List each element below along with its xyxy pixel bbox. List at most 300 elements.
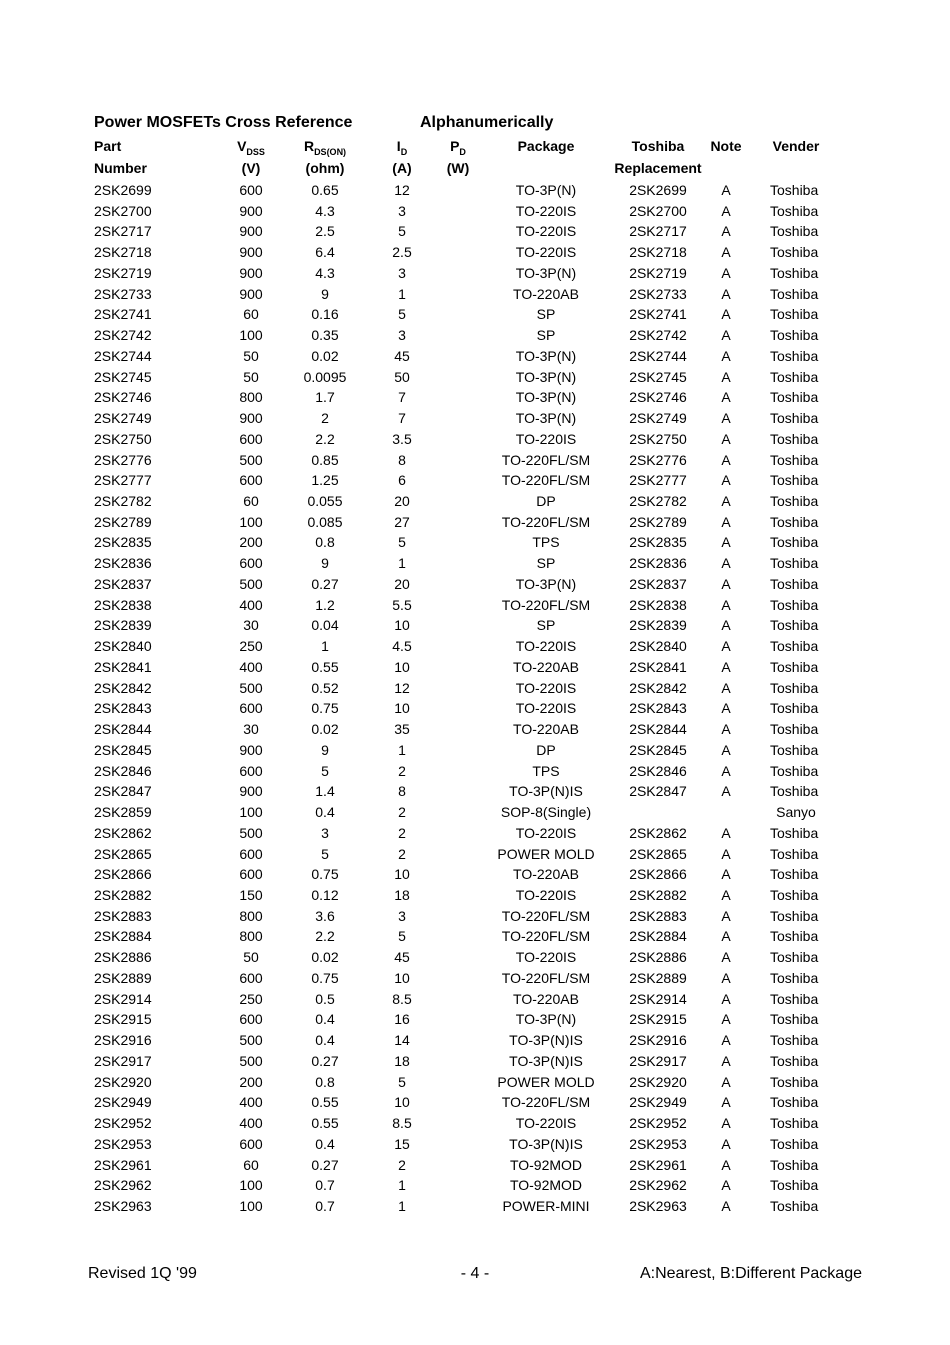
cell-package: TO-220IS xyxy=(515,430,577,447)
cell-toshiba-replacement: 2SK2733 xyxy=(629,285,687,302)
cell-part-number: 2SK2884 xyxy=(94,928,152,945)
cell-vdss: 600 xyxy=(239,762,263,779)
cell-toshiba-replacement: 2SK2835 xyxy=(629,534,687,551)
cell-note: A xyxy=(721,969,731,986)
table-row xyxy=(0,367,950,388)
cell-toshiba-replacement: 2SK2915 xyxy=(629,1011,687,1028)
cell-package: POWER MOLD xyxy=(497,845,595,862)
cell-part-number: 2SK2889 xyxy=(94,969,152,986)
cell-id: 5 xyxy=(398,928,406,945)
cell-vender: Toshiba xyxy=(770,1032,819,1049)
cell-part-number: 2SK2782 xyxy=(94,493,152,510)
cell-part-number: 2SK2862 xyxy=(94,824,152,841)
cell-note: A xyxy=(721,347,731,364)
cell-id: 16 xyxy=(394,1011,410,1028)
cell-id: 4.5 xyxy=(392,638,412,655)
table-row xyxy=(0,595,950,616)
cell-vdss: 500 xyxy=(239,824,263,841)
cell-vdss: 200 xyxy=(239,534,263,551)
cell-rds-on: 0.55 xyxy=(311,658,339,675)
cell-rds-on: 0.27 xyxy=(311,1052,339,1069)
cell-part-number: 2SK2844 xyxy=(94,721,152,738)
cell-toshiba-replacement: 2SK2789 xyxy=(629,513,687,530)
cell-vender: Toshiba xyxy=(770,1115,819,1132)
cell-part-number: 2SK2719 xyxy=(94,264,152,281)
cell-part-number: 2SK2749 xyxy=(94,410,152,427)
cell-vender: Toshiba xyxy=(770,679,819,696)
cell-part-number: 2SK2920 xyxy=(94,1073,152,1090)
cell-rds-on: 0.4 xyxy=(315,1135,335,1152)
cell-rds-on: 1.4 xyxy=(315,783,335,800)
table-row xyxy=(0,1175,950,1196)
page-title: Power MOSFETs Cross Reference xyxy=(94,114,353,131)
cell-part-number: 2SK2865 xyxy=(94,845,152,862)
cell-toshiba-replacement: 2SK2845 xyxy=(629,741,687,758)
cell-toshiba-replacement: 2SK2839 xyxy=(629,617,687,634)
table-row xyxy=(0,1134,950,1155)
table-row xyxy=(0,989,950,1010)
cell-vender: Toshiba xyxy=(770,721,819,738)
cell-toshiba-replacement: 2SK2776 xyxy=(629,451,687,468)
table-row xyxy=(0,221,950,242)
cell-toshiba-replacement: 2SK2883 xyxy=(629,907,687,924)
cell-vdss: 600 xyxy=(239,555,263,572)
cell-vender: Toshiba xyxy=(770,306,819,323)
cell-note: A xyxy=(721,596,731,613)
cell-rds-on: 0.35 xyxy=(311,327,339,344)
cell-id: 18 xyxy=(394,1052,410,1069)
cell-rds-on: 0.55 xyxy=(311,1115,339,1132)
cell-part-number: 2SK2915 xyxy=(94,1011,152,1028)
cell-toshiba-replacement: 2SK2700 xyxy=(629,202,687,219)
cell-rds-on: 0.5 xyxy=(315,990,335,1007)
cell-id: 2 xyxy=(398,845,406,862)
cell-note: A xyxy=(721,824,731,841)
cell-package: TO-3P(N)IS xyxy=(509,1135,583,1152)
cell-note: A xyxy=(721,327,731,344)
cell-package: TO-220IS xyxy=(515,886,577,903)
cell-note: A xyxy=(721,534,731,551)
cell-rds-on: 0.75 xyxy=(311,700,339,717)
cell-package: SP xyxy=(536,327,556,344)
cell-toshiba-replacement: 2SK2745 xyxy=(629,368,687,385)
cell-toshiba-replacement: 2SK2914 xyxy=(629,990,687,1007)
cell-rds-on: 3.6 xyxy=(315,907,335,924)
cell-note: A xyxy=(721,1177,731,1194)
cell-id: 2 xyxy=(398,824,406,841)
cell-package: TO-220AB xyxy=(513,285,579,302)
table-row xyxy=(0,802,950,823)
cell-note: A xyxy=(721,493,731,510)
cell-rds-on: 0.85 xyxy=(311,451,339,468)
cell-part-number: 2SK2717 xyxy=(94,223,152,240)
cell-toshiba-replacement: 2SK2882 xyxy=(629,886,687,903)
cell-vender: Toshiba xyxy=(770,389,819,406)
cell-toshiba-replacement: 2SK2865 xyxy=(629,845,687,862)
table-row xyxy=(0,1196,950,1217)
cell-vdss: 900 xyxy=(239,202,263,219)
cell-note: A xyxy=(721,617,731,634)
cell-id: 1 xyxy=(398,285,406,302)
table-row xyxy=(0,387,950,408)
cell-rds-on: 0.4 xyxy=(315,1032,335,1049)
sort-order-label: Alphanumerically xyxy=(420,114,554,131)
cell-note: A xyxy=(721,741,731,758)
cell-toshiba-replacement: 2SK2953 xyxy=(629,1135,687,1152)
cell-rds-on: 0.7 xyxy=(315,1197,335,1214)
cell-id: 8 xyxy=(398,451,406,468)
table-row xyxy=(0,1009,950,1030)
cell-id: 2 xyxy=(398,762,406,779)
cell-part-number: 2SK2837 xyxy=(94,575,152,592)
cell-part-number: 2SK2776 xyxy=(94,451,152,468)
cell-part-number: 2SK2847 xyxy=(94,783,152,800)
cell-vdss: 600 xyxy=(239,182,263,198)
cell-toshiba-replacement: 2SK2866 xyxy=(629,866,687,883)
cell-package: TPS xyxy=(532,762,560,779)
cell-vender: Toshiba xyxy=(770,244,819,261)
cell-vdss: 60 xyxy=(243,306,259,323)
cell-id: 5 xyxy=(398,223,406,240)
cell-note: A xyxy=(721,182,731,198)
cell-part-number: 2SK2699 xyxy=(94,182,152,198)
header-pd-unit: (W) xyxy=(446,160,470,176)
table-row xyxy=(0,1030,950,1051)
cell-package: TO-220IS xyxy=(515,679,577,696)
table-row xyxy=(0,678,950,699)
cell-package: TO-3P(N) xyxy=(515,389,577,406)
cell-id: 7 xyxy=(398,389,406,406)
cell-vender: Toshiba xyxy=(770,264,819,281)
cell-toshiba-replacement: 2SK2742 xyxy=(629,327,687,344)
cell-package: TO-3P(N) xyxy=(515,410,577,427)
cell-part-number: 2SK2952 xyxy=(94,1115,152,1132)
table-row xyxy=(0,242,950,263)
table-row xyxy=(0,761,950,782)
cell-toshiba-replacement: 2SK2917 xyxy=(629,1052,687,1069)
table-row xyxy=(0,408,950,429)
cell-vender: Toshiba xyxy=(770,990,819,1007)
cell-part-number: 2SK2843 xyxy=(94,700,152,717)
cell-toshiba-replacement: 2SK2718 xyxy=(629,244,687,261)
cell-toshiba-replacement: 2SK2846 xyxy=(629,762,687,779)
cell-rds-on: 0.0095 xyxy=(303,368,347,385)
cell-vdss: 100 xyxy=(239,804,263,821)
cell-vdss: 800 xyxy=(239,389,263,406)
cell-vender: Toshiba xyxy=(770,285,819,302)
cell-part-number: 2SK2836 xyxy=(94,555,152,572)
cell-part-number: 2SK2746 xyxy=(94,389,152,406)
cell-note: A xyxy=(721,513,731,530)
cell-note: A xyxy=(721,285,731,302)
cell-package: TO-220FL/SM xyxy=(501,451,591,468)
cell-rds-on: 2.5 xyxy=(315,223,335,240)
cell-toshiba-replacement: 2SK2962 xyxy=(629,1177,687,1194)
cell-vdss: 50 xyxy=(243,347,259,364)
cell-part-number: 2SK2845 xyxy=(94,741,152,758)
cell-note: A xyxy=(721,368,731,385)
cell-id: 1 xyxy=(398,555,406,572)
cell-package: TO-220FL/SM xyxy=(501,1094,591,1111)
cell-package: TO-220FL/SM xyxy=(501,596,591,613)
cell-vdss: 60 xyxy=(243,493,259,510)
header-note: Note xyxy=(710,138,742,154)
cell-part-number: 2SK2886 xyxy=(94,949,152,966)
cell-package: SP xyxy=(536,306,556,323)
cell-note: A xyxy=(721,472,731,489)
cell-vdss: 100 xyxy=(239,1197,263,1214)
cell-package: TO-3P(N) xyxy=(515,264,577,281)
cell-package: TO-220FL/SM xyxy=(501,907,591,924)
cell-part-number: 2SK2838 xyxy=(94,596,152,613)
cell-id: 3 xyxy=(398,907,406,924)
cell-vdss: 900 xyxy=(239,410,263,427)
cell-part-number: 2SK2718 xyxy=(94,244,152,261)
cell-package: DP xyxy=(536,741,556,758)
cell-part-number: 2SK2741 xyxy=(94,306,152,323)
cell-note: A xyxy=(721,264,731,281)
cell-id: 10 xyxy=(394,866,410,883)
cell-part-number: 2SK2961 xyxy=(94,1156,152,1173)
cell-note: A xyxy=(721,762,731,779)
cell-id: 27 xyxy=(394,513,410,530)
cell-package: TO-3P(N) xyxy=(515,1011,577,1028)
cell-vdss: 400 xyxy=(239,1115,263,1132)
cell-vender: Toshiba xyxy=(770,638,819,655)
cell-toshiba-replacement: 2SK2949 xyxy=(629,1094,687,1111)
cell-note: A xyxy=(721,1094,731,1111)
table-row xyxy=(0,346,950,367)
cell-vdss: 600 xyxy=(239,1011,263,1028)
cell-rds-on: 2.2 xyxy=(315,430,335,447)
cell-note: A xyxy=(721,1156,731,1173)
table-row xyxy=(0,553,950,574)
cell-package: POWER MOLD xyxy=(497,1073,595,1090)
cell-vdss: 150 xyxy=(239,886,263,903)
cell-package: POWER-MINI xyxy=(502,1197,590,1214)
table-row xyxy=(0,1113,950,1134)
cell-rds-on: 0.75 xyxy=(311,866,339,883)
cell-rds-on: 0.4 xyxy=(315,804,335,821)
cell-note: A xyxy=(721,1052,731,1069)
table-row xyxy=(0,968,950,989)
cell-vdss: 400 xyxy=(239,596,263,613)
cell-id: 20 xyxy=(394,575,410,592)
cell-id: 5 xyxy=(398,1073,406,1090)
cell-rds-on: 0.75 xyxy=(311,969,339,986)
cell-id: 10 xyxy=(394,700,410,717)
cell-id: 14 xyxy=(394,1032,410,1049)
cell-vdss: 400 xyxy=(239,1094,263,1111)
cell-id: 3 xyxy=(398,327,406,344)
cell-vender: Toshiba xyxy=(770,741,819,758)
cell-vender: Toshiba xyxy=(770,783,819,800)
cell-id: 5.5 xyxy=(392,596,412,613)
cell-vdss: 250 xyxy=(239,990,263,1007)
cell-vdss: 100 xyxy=(239,1177,263,1194)
cell-toshiba-replacement: 2SK2952 xyxy=(629,1115,687,1132)
table-row xyxy=(0,1155,950,1176)
cell-vdss: 60 xyxy=(243,1156,259,1173)
cell-rds-on: 0.055 xyxy=(307,493,343,510)
cross-reference-table xyxy=(0,180,950,1217)
cell-rds-on: 2.2 xyxy=(315,928,335,945)
cell-vender: Toshiba xyxy=(770,555,819,572)
cell-rds-on: 0.085 xyxy=(307,513,343,530)
cell-id: 7 xyxy=(398,410,406,427)
cell-vender: Toshiba xyxy=(770,866,819,883)
cell-vender: Sanyo xyxy=(776,804,816,821)
cell-toshiba-replacement: 2SK2842 xyxy=(629,679,687,696)
table-row xyxy=(0,574,950,595)
cell-part-number: 2SK2882 xyxy=(94,886,152,903)
cell-vdss: 600 xyxy=(239,472,263,489)
table-row xyxy=(0,740,950,761)
cell-rds-on: 0.27 xyxy=(311,575,339,592)
cell-rds-on: 1 xyxy=(321,638,329,655)
cell-rds-on: 0.8 xyxy=(315,1073,335,1090)
cell-note: A xyxy=(721,783,731,800)
table-row xyxy=(0,491,950,512)
cell-package: SP xyxy=(536,555,556,572)
cell-vender: Toshiba xyxy=(770,845,819,862)
cell-note: A xyxy=(721,949,731,966)
cell-id: 8.5 xyxy=(392,1115,412,1132)
cell-part-number: 2SK2745 xyxy=(94,368,152,385)
table-row xyxy=(0,470,950,491)
cell-toshiba-replacement: 2SK2844 xyxy=(629,721,687,738)
cell-part-number: 2SK2839 xyxy=(94,617,152,634)
cell-vender: Toshiba xyxy=(770,1135,819,1152)
table-row xyxy=(0,1051,950,1072)
cell-note: A xyxy=(721,700,731,717)
cell-vdss: 50 xyxy=(243,368,259,385)
cell-vdss: 500 xyxy=(239,1052,263,1069)
cell-note: A xyxy=(721,1073,731,1090)
cell-part-number: 2SK2750 xyxy=(94,430,152,447)
cell-rds-on: 0.02 xyxy=(311,949,339,966)
cell-rds-on: 5 xyxy=(321,762,329,779)
cell-package: TO-3P(N)IS xyxy=(509,783,583,800)
cell-vender: Toshiba xyxy=(770,1052,819,1069)
cell-vender: Toshiba xyxy=(770,493,819,510)
cell-vender: Toshiba xyxy=(770,928,819,945)
cell-id: 50 xyxy=(394,368,410,385)
cell-note: A xyxy=(721,555,731,572)
table-row xyxy=(0,947,950,968)
cell-vender: Toshiba xyxy=(770,575,819,592)
cell-vdss: 30 xyxy=(243,721,259,738)
cell-part-number: 2SK2733 xyxy=(94,285,152,302)
cell-rds-on: 0.4 xyxy=(315,1011,335,1028)
cell-part-number: 2SK2949 xyxy=(94,1094,152,1111)
cell-id: 15 xyxy=(394,1135,410,1152)
cell-id: 2 xyxy=(398,804,406,821)
cell-vender: Toshiba xyxy=(770,1011,819,1028)
cell-vender: Toshiba xyxy=(770,949,819,966)
cell-vdss: 600 xyxy=(239,969,263,986)
cell-note: A xyxy=(721,721,731,738)
cell-toshiba-replacement: 2SK2699 xyxy=(629,182,687,198)
cell-package: TO-3P(N)IS xyxy=(509,1052,583,1069)
cell-vender: Toshiba xyxy=(770,1156,819,1173)
cell-vdss: 800 xyxy=(239,928,263,945)
cell-vender: Toshiba xyxy=(770,1094,819,1111)
cell-vender: Toshiba xyxy=(770,1073,819,1090)
cell-vdss: 30 xyxy=(243,617,259,634)
cell-id: 8.5 xyxy=(392,990,412,1007)
cell-package: TO-220AB xyxy=(513,990,579,1007)
table-row xyxy=(0,781,950,802)
header-vdss-unit: (V) xyxy=(241,160,261,176)
cell-package: TO-220IS xyxy=(515,223,577,240)
cell-vender: Toshiba xyxy=(770,451,819,468)
cell-vdss: 900 xyxy=(239,244,263,261)
cell-vender: Toshiba xyxy=(770,617,819,634)
cell-package: TO-220FL/SM xyxy=(501,513,591,530)
cell-part-number: 2SK2744 xyxy=(94,347,152,364)
cell-toshiba-replacement: 2SK2717 xyxy=(629,223,687,240)
cell-part-number: 2SK2835 xyxy=(94,534,152,551)
cell-vdss: 900 xyxy=(239,264,263,281)
cell-toshiba-replacement: 2SK2782 xyxy=(629,493,687,510)
header-vdss: $V_{DSS}$ xyxy=(237,138,265,157)
cell-toshiba-replacement: 2SK2836 xyxy=(629,555,687,572)
cell-toshiba-replacement: 2SK2884 xyxy=(629,928,687,945)
cell-vender: Toshiba xyxy=(770,410,819,427)
cell-package: TO-3P(N)IS xyxy=(509,1032,583,1049)
cell-vdss: 600 xyxy=(239,1135,263,1152)
cell-toshiba-replacement: 2SK2746 xyxy=(629,389,687,406)
cell-package: TO-220IS xyxy=(515,1115,577,1132)
cell-vender: Toshiba xyxy=(770,472,819,489)
cell-vender: Toshiba xyxy=(770,327,819,344)
cell-vender: Toshiba xyxy=(770,824,819,841)
cell-toshiba-replacement: 2SK2963 xyxy=(629,1197,687,1214)
cell-note: A xyxy=(721,866,731,883)
cell-toshiba-replacement: 2SK2719 xyxy=(629,264,687,281)
cell-toshiba-replacement: 2SK2889 xyxy=(629,969,687,986)
cell-id: 1 xyxy=(398,1177,406,1194)
cell-rds-on: 0.02 xyxy=(311,347,339,364)
table-row xyxy=(0,615,950,636)
cell-toshiba-replacement: 2SK2862 xyxy=(629,824,687,841)
cell-vdss: 800 xyxy=(239,907,263,924)
cell-id: 10 xyxy=(394,617,410,634)
table-row xyxy=(0,1092,950,1113)
cell-note: A xyxy=(721,430,731,447)
cell-package: TO-92MOD xyxy=(509,1177,583,1194)
table-row xyxy=(0,636,950,657)
header-rds-unit: (ohm) xyxy=(305,160,345,176)
table-row xyxy=(0,532,950,553)
cell-id: 10 xyxy=(394,658,410,675)
cell-note: A xyxy=(721,658,731,675)
cell-note: A xyxy=(721,410,731,427)
cell-note: A xyxy=(721,928,731,945)
cell-toshiba-replacement: 2SK2916 xyxy=(629,1032,687,1049)
page-number: - 4 - xyxy=(460,1265,490,1282)
cell-note: A xyxy=(721,244,731,261)
cell-note: A xyxy=(721,1011,731,1028)
cell-vdss: 100 xyxy=(239,513,263,530)
cell-vender: Toshiba xyxy=(770,969,819,986)
cell-package: TO-3P(N) xyxy=(515,368,577,385)
table-row xyxy=(0,284,950,305)
cell-package: TO-220IS xyxy=(515,824,577,841)
cell-note: A xyxy=(721,202,731,219)
table-row xyxy=(0,885,950,906)
